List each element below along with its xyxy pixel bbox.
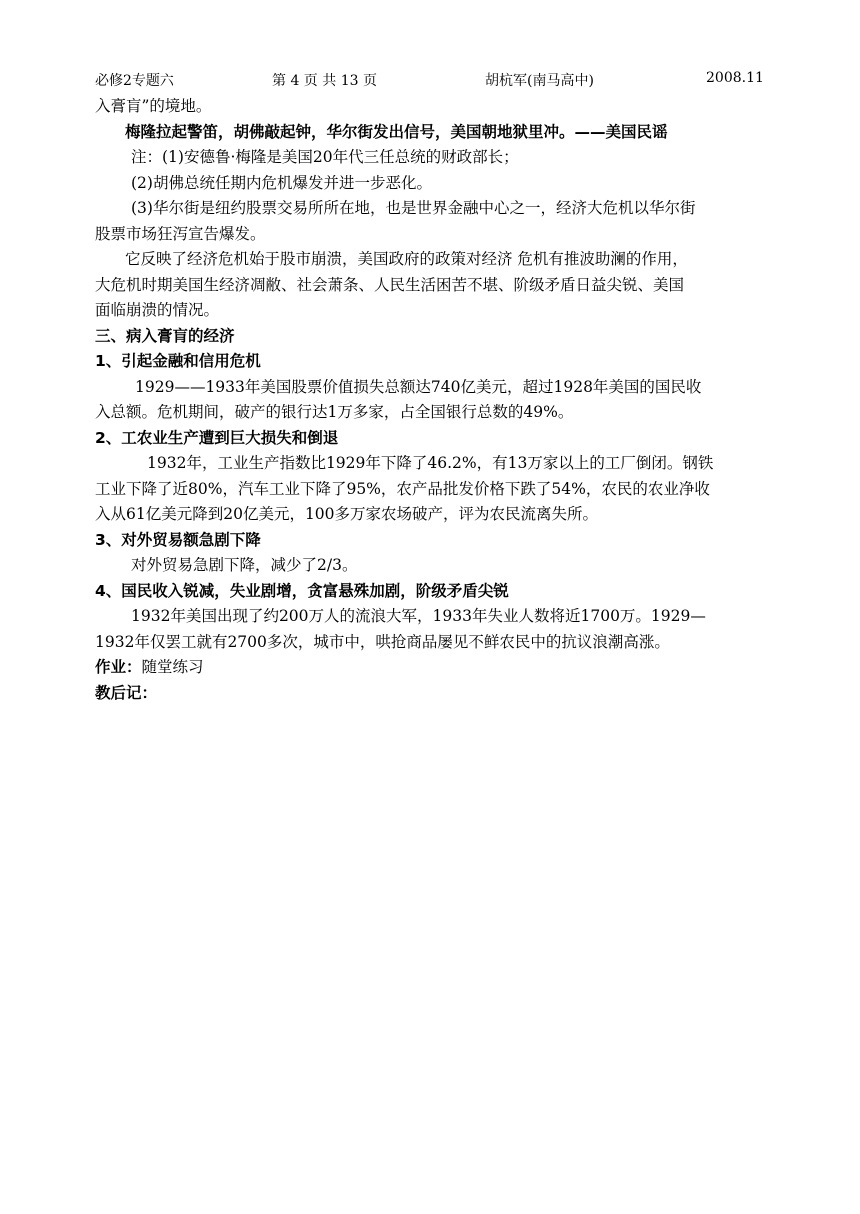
paragraph-line: 工业下降了近80%，汽车工业下降了95%，农产品批发价格下跌了54%，农民的农业净收 (95, 479, 710, 498)
note-line: 注：(1)安德鲁·梅隆是美国20年代三任总统的财政部长； (131, 148, 519, 166)
paragraph-line: 1932年，工业生产指数比1929年下降了46.2%，有13万家以上的工厂倒闭。钢铁 (147, 454, 714, 472)
text-line: 入膏肓”的境地。 (95, 97, 212, 115)
note-line: 股票市场狂泻宣告爆发。 (95, 224, 266, 243)
paragraph-line: 1929——1933年美国股票价值损失总额达740亿美元，超过1928年美国的国民收 (135, 377, 702, 396)
paragraph-line: 1932年仅罢工就有2700多次，城市中，哄抢商品屡见不鲜农民中的抗议浪潮高涨。 (95, 632, 670, 651)
document-body (95, 94, 775, 706)
paragraph-line: 面临崩溃的情况。 (95, 301, 220, 319)
paragraph-line: 入总额。危机期间，破产的银行达1万多家，占全国银行总数的49%。 (95, 403, 574, 421)
header-author: 胡杭军(南马高中) (485, 73, 594, 89)
paragraph-line: 对外贸易急剧下降，减少了2/3。 (131, 556, 358, 574)
header-date: 2008.11 (706, 70, 764, 86)
homework-line (95, 655, 775, 681)
subsection-heading: 2、工农业生产遭到巨大损失和倒退 (95, 428, 339, 447)
subsection-heading: 1、引起金融和信用危机 (95, 352, 261, 370)
after-class-notes-label: 教后记： (95, 683, 158, 702)
page-header (0, 70, 860, 90)
subsection-heading: 3、对外贸易额急剧下降 (95, 530, 261, 549)
subsection-heading: 4、国民收入锐减，失业剧增，贪富悬殊加剧，阶级矛盾尖锐 (95, 581, 509, 600)
note-line: (2)胡佛总统任期内危机爆发并进一步恶化。 (131, 173, 432, 192)
paragraph-line: 1932年美国出现了约200万人的流浪大军，1933年失业人数将近1700万。1929— (131, 607, 706, 625)
homework-label: 作业： (95, 658, 142, 676)
header-course: 必修2专题六 (95, 73, 174, 89)
paragraph-line: 它反映了经济危机始于股市崩溃，美国政府的政策对经济 危机有推波助澜的作用， (125, 250, 688, 268)
note-line: (3)华尔街是纽约股票交易所所在地，也是世界金融中心之一，经济大危机以华尔街 (131, 199, 696, 217)
paragraph-line: 大危机时期美国生经济凋敝、社会萧条、人民生活困苦不堪、阶级矛盾日益尖锐、美国 (95, 275, 685, 294)
paragraph-line: 入从61亿美元降到20亿美元，100多万家农场破产，评为农民流离失所。 (95, 505, 599, 523)
folk-rhyme: 梅隆拉起警笛，胡佛敲起钟，华尔街发出信号，美国朝地狱里冲。——美国民谣 (125, 122, 668, 141)
homework-text: 随堂练习 (141, 658, 204, 676)
header-page-number: 第 4 页 共 13 页 (272, 73, 377, 89)
section-heading: 三、病入膏肓的经济 (95, 326, 235, 345)
